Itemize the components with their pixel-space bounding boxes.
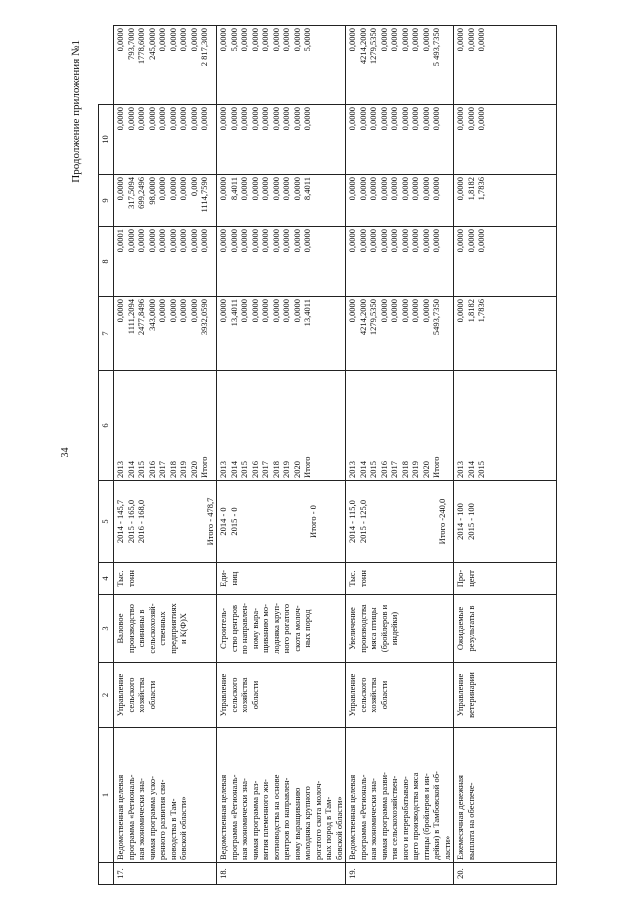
responsible-body: Управление сельского хозяйства области [217,663,346,728]
amount-column-9 [114,105,217,175]
year-cell: 2013 [455,461,465,478]
amount-value: 0,0000 [410,299,420,323]
amount-value: 5493,7350 [431,299,441,336]
year-cell: 2015 [368,461,378,478]
amount-value: 0,0000 [178,177,188,201]
unit: Про- цент [454,563,557,595]
amount-value: 0,0000 [188,229,199,253]
amount-value: 0,0000 [167,229,178,253]
year-cell: 2019 [281,461,291,478]
amount-value: 0,0000 [420,229,431,253]
amount-value: 2 817,3000 [199,28,209,67]
amount-value: 0,0000 [270,229,281,253]
indicator-name: Валовое производство свинины в сельскохозяй- ственных предприятиях и К(Ф)Х [114,595,217,663]
table-row [346,26,454,885]
amount-value: 0,0000 [420,299,431,323]
amount-value: 0,0000 [389,229,399,253]
header-cell: 1 [99,728,114,863]
amount-value: 0,0000 [281,107,291,131]
amount-value: 0,0000 [455,28,465,52]
amount-value: 699,2496 [136,177,146,209]
amount-column-6 [114,297,217,371]
amount-value: 0,0000 [178,107,188,131]
planned-value: 2014 - 0 [218,507,228,536]
planned-values-stack [455,483,555,560]
amount-value: 1279,5350 [368,299,378,336]
amount-column-7 [346,227,454,297]
amount-value: 0,0000 [410,229,420,253]
header-row [99,26,114,885]
header-cell: 8 [99,227,114,297]
planned-values-stack [115,483,215,560]
amount-value: 0,0000 [115,299,125,323]
amount-column-10 [454,26,557,105]
indicator-name: Ожидаемые результаты в [454,595,557,663]
amount-value: 0,0000 [476,229,486,253]
responsible-body: Управление ветеринарии [454,663,557,728]
planned-total: Итого - 478,7 [204,497,215,546]
unit: Тыс. тонн [346,563,454,595]
amount-value: 0,0000 [291,229,302,253]
year-cell: 2014 [125,461,136,478]
year-cell: 2013 [115,461,125,478]
amount-value: 4214,2000 [357,299,368,336]
planned-value: 2014 - 100 [455,503,465,540]
amount-value: 0,0000 [157,299,167,323]
amount-value: 0,0000 [420,177,431,201]
amount-value: 0,0000 [199,107,209,131]
amount-value: 0,0000 [368,177,378,201]
year-cell: Итого [431,456,441,478]
row-number: 20. [454,863,557,885]
amount-value: 0,0000 [239,177,249,201]
amount-value: 0,0000 [291,299,302,323]
header-cell [99,863,114,885]
amount-value: 0,0000 [357,229,368,253]
amount-value: 0,0000 [249,28,260,52]
amount-value: 0,0000 [178,299,188,323]
amount-value: 0,0000 [357,177,368,201]
amount-column-6 [217,297,346,371]
amount-value: 0,0000 [218,229,228,253]
indicator-name: Увеличение производства мяса птицы (бройлеров и индейки) [346,595,454,663]
amount-value: 0,0000 [465,107,476,131]
year-cell: 2016 [378,461,389,478]
planned-value: 2015 - 0 [228,507,239,536]
amount-value: 0,0000 [399,177,410,201]
amount-value: 0,0000 [368,107,378,131]
table-row [454,26,557,885]
header-cell: 4 [99,563,114,595]
year-cell: 2015 [136,461,146,478]
year-cell: 2019 [410,461,420,478]
amount-value: 3932,0590 [199,299,209,336]
year-cell: 2017 [157,461,167,478]
amount-value: 0,0000 [347,229,357,253]
year-cell: 2020 [291,461,302,478]
year-cell: 2018 [270,461,281,478]
amount-value: 0,0000 [389,107,399,131]
amount-value: 0,0000 [347,177,357,201]
year-cell: 2013 [347,461,357,478]
amount-value: 0,0000 [188,28,199,52]
amount-value: 0,0000 [228,229,239,253]
amount-value: 0,0000 [260,177,270,201]
amount-value: 0,0000 [378,107,389,131]
amount-value: 0,0000 [239,107,249,131]
header-cell: 3 [99,595,114,663]
amount-value: 0,0000 [281,299,291,323]
amount-value: 0,0000 [302,107,312,131]
amount-column-9 [217,105,346,175]
amount-value: 0,0000 [239,299,249,323]
amount-value: 0,0000 [431,107,441,131]
year-cell: 2016 [249,461,260,478]
amount-column-8 [114,175,217,227]
amount-value: 0,0000 [357,107,368,131]
amount-value: 0,0000 [249,107,260,131]
page-number: 34 [60,447,71,458]
amount-value: 0,0000 [389,177,399,201]
amount-value: 0,0000 [188,299,199,323]
planned-values-stack [218,483,318,560]
amount-value: 1114,7590 [199,177,209,213]
amount-value: 0,0000 [420,107,431,131]
amount-value: 0,0000 [228,107,239,131]
row-number: 17. [114,863,217,885]
year-cell: 2016 [146,461,157,478]
amount-value: 0,0000 [420,28,431,52]
amount-value: 0,0000 [260,28,270,52]
amount-value: 0,0000 [455,229,465,253]
amount-value: 793,7000 [125,28,136,60]
program-name: Ведомственная целевая программа «Региональ- ная экономически зна- чимая программа разви- тия сельскохозяйствен- ного и перерабатываю- щего производства мяса птицы (бройлеров и ин- дейки) в Тамбовской об- ласти» [346,728,454,863]
amount-value: 0,0000 [125,107,136,131]
planned-value: 2016 - 168,0 [136,499,146,544]
amount-column-7 [217,227,346,297]
amount-value: 0,0000 [136,107,146,131]
year-list [217,371,346,481]
amount-value: 2477,8496 [136,299,146,336]
amount-value: 1,7836 [476,299,486,323]
amount-value: 0,0000 [188,107,199,131]
planned-value: 2014 - 115,0 [347,500,357,543]
amount-value: 13,4011 [302,299,312,327]
amount-value: 0,0000 [399,28,410,52]
amount-value: 0,0000 [157,107,167,131]
header-cell: 2 [99,663,114,728]
amount-value: 0,0000 [399,299,410,323]
amount-value: 343,0000 [146,299,157,331]
amount-value: 0,0000 [270,28,281,52]
amount-value: 0,0001 [115,229,125,253]
amount-value: 0,0000 [115,28,125,52]
amount-value: 1,7836 [476,177,486,201]
amount-column-10 [114,26,217,105]
amount-value: 0,0000 [218,177,228,201]
amount-value: 0,0000 [167,28,178,52]
amount-value: 0,0000 [270,177,281,201]
year-list [346,371,454,481]
amount-value: 0,0000 [167,177,178,201]
planned-value: 2015 - 125,0 [357,499,368,544]
amount-value: 5 493,7350 [431,28,441,67]
amount-value: 0,0000 [260,107,270,131]
amount-value: 0,0000 [260,299,270,323]
amount-column-9 [346,105,454,175]
year-cell: 2013 [218,461,228,478]
amount-value: 0,0000 [157,28,167,52]
amount-value: 0,0000 [218,299,228,323]
header-cell: 7 [99,297,114,371]
amount-value: 0,0000 [167,107,178,131]
amount-value: 317,5094 [125,177,136,209]
header-cell: 9 [99,175,114,227]
amount-value: 0,0000 [167,299,178,323]
table-row [217,26,346,885]
amount-value: 0,0000 [178,229,188,253]
amount-value: 8,4011 [302,177,312,201]
header-cell: 6 [99,371,114,481]
amount-value: 0,0000 [399,229,410,253]
amount-column-8 [217,175,346,227]
amount-value: 0,0000 [378,177,389,201]
amount-value: 1111,2094 [125,299,136,335]
amount-value: 0,0000 [431,229,441,253]
year-cell: Итого [199,456,209,478]
responsible-body: Управление сельского хозяйства области [114,663,217,728]
amount-value: 0,0000 [199,229,209,253]
amount-value: 0,0000 [270,107,281,131]
amount-value: 5,0000 [302,28,312,52]
row-number: 18. [217,863,346,885]
year-cell: 2017 [260,461,270,478]
program-table [98,25,557,885]
year-cell: 2020 [420,461,431,478]
program-name: Ведомственная целевая программа «Региональ- ная экономически зна- чимая программа раз- вития племенного жи- вотноводства на основе центров по направлен- ному выращиванию молодняка крупного рогатого скота молоч- ных пород в Там- бовской области» [217,728,346,863]
amount-value: 0,0000 [410,107,420,131]
amount-value: 0,0000 [347,28,357,52]
amount-value: 4214,2000 [357,28,368,65]
planned-values [454,481,557,563]
amount-value: 98,0000 [146,177,157,205]
year-list [114,371,217,481]
amount-column-7 [454,227,557,297]
amount-value: 0,0000 [136,229,146,253]
amount-value: 1,8182 [465,177,476,201]
amount-value: 0,0000 [281,229,291,253]
amount-value: 0,0000 [157,177,167,201]
year-cell: 2015 [476,461,486,478]
amount-value: 0,0000 [399,107,410,131]
amount-value: 0,000 [188,177,199,197]
year-cell: 2014 [228,461,239,478]
amount-column-6 [454,297,557,371]
amount-value: 0,0000 [218,107,228,131]
amount-value: 0,0000 [291,107,302,131]
amount-value: 0,0000 [302,229,312,253]
amount-value: 0,0000 [410,28,420,52]
year-cell: 2017 [389,461,399,478]
amount-value: 0,0000 [125,229,136,253]
amount-value: 0,0000 [146,107,157,131]
program-name: Ежемесячная денежная выплата на обеспече- [454,728,557,863]
year-cell: 2014 [465,461,476,478]
unit: Еди- ниц [217,563,346,595]
amount-value: 0,0000 [291,177,302,201]
amount-value: 0,0000 [270,299,281,323]
year-cell: 2019 [178,461,188,478]
amount-value: 0,0000 [465,28,476,52]
amount-value: 0,0000 [281,177,291,201]
amount-value: 0,0000 [368,229,378,253]
continuation-label: Продолжение приложения №1 [70,40,82,183]
planned-values [346,481,454,563]
planned-values [114,481,217,563]
indicator-name: Строитель- ство центров по направлен- ному выра- щиванию мо- лодняка круп- ного рогатого скота молоч- ных пород [217,595,346,663]
planned-total: Итого -240,0 [436,498,447,545]
amount-value: 0,0000 [115,107,125,131]
amount-value: 0,0000 [476,107,486,131]
amount-value: 1778,6000 [136,28,146,65]
amount-value: 0,0000 [389,299,399,323]
amount-value: 0,0000 [476,28,486,52]
amount-value: 0,0000 [218,28,228,52]
year-cell: 2014 [357,461,368,478]
row-number: 19. [346,863,454,885]
year-cell: 2015 [239,461,249,478]
amount-value: 0,0000 [249,177,260,201]
amount-column-9 [454,105,557,175]
header-cell: 5 [99,481,114,563]
amount-value: 0,0000 [291,28,302,52]
planned-total: Итого - 0 [307,505,318,538]
amount-value: 0,0000 [431,177,441,201]
amount-value: 1279,5350 [368,28,378,65]
amount-value: 0,0000 [260,229,270,253]
year-cell: 2020 [188,461,199,478]
amount-value: 0,0000 [378,28,389,52]
amount-value: 0,0000 [389,28,399,52]
amount-value: 0,0000 [146,229,157,253]
unit: Тыс. тонн [114,563,217,595]
amount-value: 0,0000 [157,229,167,253]
responsible-body: Управление сельского хозяйства области [346,663,454,728]
year-list [454,371,557,481]
amount-column-8 [454,175,557,227]
amount-value: 8,4011 [228,177,239,201]
amount-column-10 [346,26,454,105]
amount-value: 1,8182 [465,299,476,323]
amount-value: 0,0000 [249,229,260,253]
header-cell: 10 [99,105,114,175]
amount-value: 0,0000 [455,177,465,201]
table-row [114,26,217,885]
amount-value: 245,0000 [146,28,157,60]
amount-column-6 [346,297,454,371]
amount-column-8 [346,175,454,227]
planned-values [217,481,346,563]
amount-value: 0,0000 [347,299,357,323]
year-cell: Итого [302,456,312,478]
planned-value: 2015 - 100 [465,503,476,540]
amount-value: 0,0000 [115,177,125,201]
amount-value: 13,4011 [228,299,239,327]
year-cell: 2018 [167,461,178,478]
amount-value: 0,0000 [465,229,476,253]
amount-column-10 [217,26,346,105]
amount-value: 5,0000 [228,28,239,52]
planned-value: 2014 - 145,7 [115,499,125,544]
amount-column-7 [114,227,217,297]
amount-value: 0,0000 [347,107,357,131]
program-name: Ведомственная целевая программа «Региональ- ная экономически зна- чимая программа уско- ренного развития сви- новодства в Там- бовской области» [114,728,217,863]
amount-value: 0,0000 [455,299,465,323]
amount-value: 0,0000 [249,299,260,323]
amount-value: 0,0000 [378,299,389,323]
amount-value: 0,0000 [410,177,420,201]
amount-value: 0,0000 [178,28,188,52]
amount-value: 0,0000 [239,28,249,52]
planned-value: 2015 - 165,0 [125,499,136,544]
amount-value: 0,0000 [239,229,249,253]
year-cell: 2018 [399,461,410,478]
amount-value: 0,0000 [281,28,291,52]
planned-values-stack [347,483,447,560]
amount-value: 0,0000 [378,229,389,253]
amount-value: 0,0000 [455,107,465,131]
